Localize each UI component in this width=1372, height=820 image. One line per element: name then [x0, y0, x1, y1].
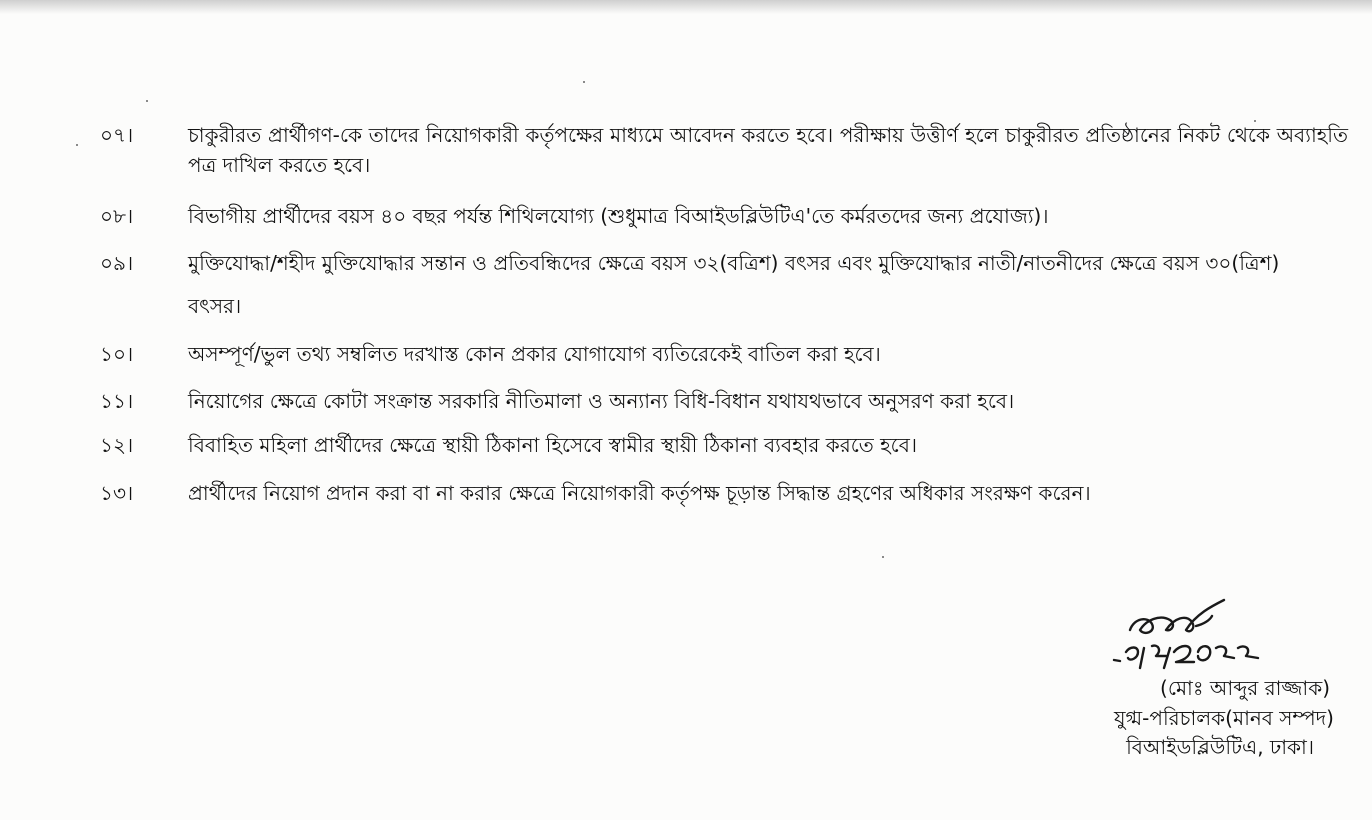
scan-speck [882, 556, 884, 558]
list-item [100, 339, 1350, 369]
list-item [100, 386, 1350, 416]
list-item [100, 120, 1350, 182]
signature-block [1060, 590, 1350, 780]
item-number: ১১। [100, 389, 134, 413]
item-text: প্রার্থীদের নিয়োগ প্রদান করা বা না করার ক্ষেত্রে নিয়োগকারী কর্তৃপক্ষ চূড়ান্ত সিদ্ধান্ত গ্রহণের অধিকার সংরক্ষণ করেন। [188, 481, 1091, 505]
item-number: ০৮। [100, 204, 134, 228]
list-item [100, 201, 1350, 231]
item-text: চাকুরীরত প্রার্থীগণ-কে তাদের নিয়োগকারী কর্তৃপক্ষের মাধ্যমে আবেদন করতে হবে। পরীক্ষায় উত্তীর্ণ হলে চাকুরীরত প্রতিষ্ঠানের নিকট থেকে অব্যাহতি পত্র দাখিল করতে হবে। [188, 123, 1348, 177]
scan-speck [76, 144, 78, 146]
scan-speck [146, 100, 148, 102]
item-text: নিয়োগের ক্ষেত্রে কোটা সংক্রান্ত সরকারি নীতিমালা ও অন্যান্য বিধি-বিধান যথাযথভাবে অনুসরণ করা হবে। [188, 389, 1015, 413]
signatory-name: (মোঃ আব্দুর রাজ্জাক) [1160, 676, 1330, 700]
list-item [100, 248, 1350, 328]
scan-edge-shadow [0, 0, 1372, 14]
list-item [100, 478, 1350, 508]
signatory-designation: যুগ্ম-পরিচালক(মানব সম্পদ) [1114, 706, 1334, 730]
list-item [100, 430, 1350, 460]
signatory-organization: বিআইডব্লিউটিএ, ঢাকা। [1126, 735, 1314, 759]
item-text: অসম্পূর্ণ/ভুল তথ্য সম্বলিত দরখাস্ত কোন প্রকার যোগাযোগ ব্যতিরেকেই বাতিল করা হবে। [188, 342, 881, 366]
handwritten-signature [1100, 590, 1330, 680]
item-number: ১০। [100, 342, 134, 366]
item-text: মুক্তিযোদ্ধা/শহীদ মুক্তিযোদ্ধার সন্তান ও প্রতিবন্ধিদের ক্ষেত্রে বয়স ৩২(বত্রিশ) বৎসর এবং মুক্তিযোদ্ধার নাতী/নাতনীদের ক্ষেত্রে বয়স ৩০(ত্রিশ) বৎসর। [188, 251, 1280, 318]
item-text: বিভাগীয় প্রার্থীদের বয়স ৪০ বছর পর্যন্ত শিথিলযোগ্য (শুধুমাত্র বিআইডব্লিউটিএ'তে কর্মরতদের জন্য প্রযোজ্য)। [188, 204, 1049, 228]
item-number: ১২। [100, 433, 134, 457]
item-number: ০৭। [100, 123, 134, 147]
item-text: বিবাহিত মহিলা প্রার্থীদের ক্ষেত্রে স্থায়ী ঠিকানা হিসেবে স্বামীর স্থায়ী ঠিকানা ব্যবহার করতে হবে। [188, 433, 917, 457]
scan-speck [583, 81, 585, 83]
item-number: ০৯। [100, 251, 134, 275]
item-number: ১৩। [100, 481, 134, 505]
